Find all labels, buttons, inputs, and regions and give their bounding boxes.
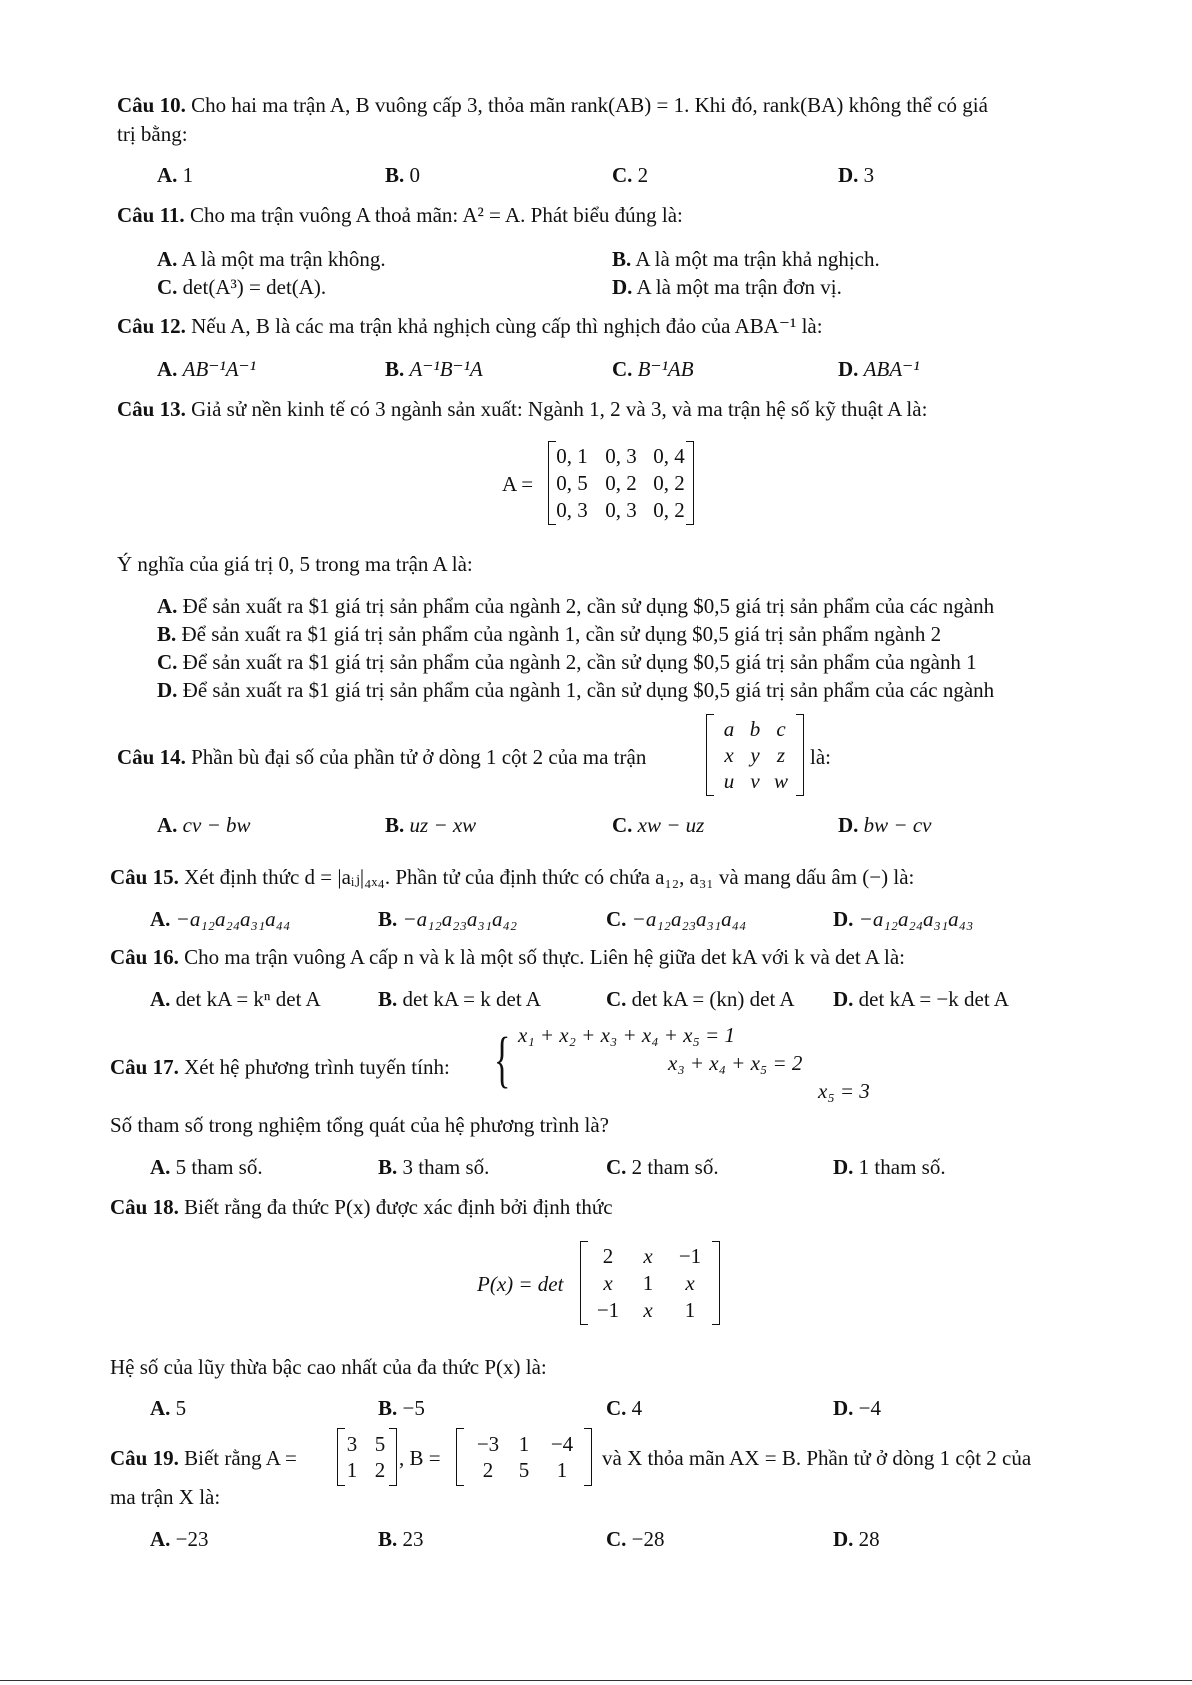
q17-option-b[interactable]: B. 3 tham số.: [378, 1155, 490, 1179]
q10-text-cont: trị bằng:: [117, 122, 188, 146]
q16-option-b[interactable]: B. det kA = k det A: [378, 987, 541, 1011]
q17-system-brace: {: [494, 1026, 511, 1094]
q19-matrix-a: 3 5 1 2: [337, 1428, 397, 1486]
q17-option-c[interactable]: C. 2 tham số.: [606, 1155, 719, 1179]
q14-matrix: a b c x y z u v w: [706, 714, 804, 796]
page-bottom-divider: [0, 1680, 1192, 1681]
q16-text: Câu 16. Cho ma trận vuông A cấp n và k là một số thực. Liên hệ giữa det kA với k và det A là:: [110, 945, 906, 969]
q14-suffix: là:: [810, 745, 831, 769]
q15-option-d[interactable]: D. −a₁₂a₂₄a₃₁a₄₃: [833, 907, 974, 931]
q19-text: Câu 19. Biết rằng A =: [110, 1446, 297, 1470]
q17-eq-1: x₁ + x₂ + x₃ + x₄ + x₅ = 1: [518, 1023, 735, 1047]
q17-text: Câu 17. Xét hệ phương trình tuyến tính:: [110, 1055, 450, 1079]
q16-option-c[interactable]: C. det kA = (kn) det A: [606, 987, 795, 1011]
q19-mid: , B =: [399, 1446, 441, 1470]
q10-text: Câu 10. Cho hai ma trận A, B vuông cấp 3, thỏa mãn rank(AB) = 1. Khi đó, rank(BA) không thể có giá: [117, 93, 988, 117]
q13-option-c[interactable]: C. Để sản xuất ra $1 giá trị sản phẩm của ngành 2, cần sử dụng $0,5 giá trị sản phẩm của ngành 1: [157, 650, 977, 674]
q10-option-c[interactable]: C. 2: [612, 163, 649, 187]
q15-option-c[interactable]: C. −a₁₂a₂₃a₃₁a₄₄: [606, 907, 747, 931]
q18-question: Hệ số của lũy thừa bậc cao nhất của đa thức P(x) là:: [110, 1355, 547, 1379]
q11-text: Câu 11. Cho ma trận vuông A thoả mãn: A² = A. Phát biểu đúng là:: [117, 203, 683, 227]
q18-lhs: P(x) = det: [477, 1272, 564, 1296]
q15-option-b[interactable]: B. −a₁₂a₂₃a₃₁a₄₂: [378, 907, 518, 931]
q10-option-a[interactable]: A. 1: [157, 163, 194, 187]
q17-option-d[interactable]: D. 1 tham số.: [833, 1155, 946, 1179]
q10-option-d[interactable]: D. 3: [838, 163, 875, 187]
q19-option-a[interactable]: A. −23: [150, 1527, 209, 1551]
q19-option-b[interactable]: B. 23: [378, 1527, 424, 1551]
q11-option-d[interactable]: D. A là một ma trận đơn vị.: [612, 275, 842, 299]
q17-eq-2: x₃ + x₄ + x₅ = 2: [668, 1051, 803, 1075]
q14-option-b[interactable]: B. uz − xw: [385, 813, 477, 837]
q15-text: Câu 15. Xét định thức d = |aᵢⱼ|₄ₓ₄. Phần tử của định thức có chứa a₁₂, a₃₁ và mang dấu âm (−) là:: [110, 865, 915, 889]
q14-option-d[interactable]: D. bw − cv: [838, 813, 932, 837]
q17-eq-3: x₅ = 3: [818, 1079, 870, 1103]
q18-option-c[interactable]: C. 4: [606, 1396, 643, 1420]
q11-option-a[interactable]: A. A là một ma trận không.: [157, 247, 386, 271]
q19-text-3: ma trận X là:: [110, 1485, 221, 1509]
q19-matrix-b: −3 1 −4 2 5 1: [456, 1428, 592, 1486]
q10-option-b[interactable]: B. 0: [385, 163, 421, 187]
q12-option-b[interactable]: B. A⁻¹B⁻¹A: [385, 357, 483, 381]
q17-option-a[interactable]: A. 5 tham số.: [150, 1155, 263, 1179]
q12-option-d[interactable]: D. ABA⁻¹: [838, 357, 920, 381]
q19-option-d[interactable]: D. 28: [833, 1527, 880, 1551]
q13-option-a[interactable]: A. Để sản xuất ra $1 giá trị sản phẩm của ngành 2, cần sử dụng $0,5 giá trị sản phẩm của các ngành: [157, 594, 995, 618]
q18-option-d[interactable]: D. −4: [833, 1396, 882, 1420]
q11-option-c[interactable]: C. det(A³) = det(A).: [157, 275, 327, 299]
q13-option-d[interactable]: D. Để sản xuất ra $1 giá trị sản phẩm của ngành 1, cần sử dụng $0,5 giá trị sản phẩm của các ngành: [157, 678, 995, 702]
q12-option-a[interactable]: A. AB⁻¹A⁻¹: [157, 357, 256, 381]
q18-option-a[interactable]: A. 5: [150, 1396, 187, 1420]
q14-option-c[interactable]: C. xw − uz: [612, 813, 705, 837]
q13-option-b[interactable]: B. Để sản xuất ra $1 giá trị sản phẩm của ngành 1, cần sử dụng $0,5 giá trị sản phẩm ngành 2: [157, 622, 942, 646]
q14-text: Câu 14. Phần bù đại số của phần tử ở dòng 1 cột 2 của ma trận: [117, 745, 647, 769]
q16-option-a[interactable]: A. det kA = kⁿ det A: [150, 987, 321, 1011]
q13-question: Ý nghĩa của giá trị 0, 5 trong ma trận A là:: [117, 552, 473, 576]
q17-question: Số tham số trong nghiệm tổng quát của hệ phương trình là?: [110, 1113, 609, 1137]
q18-matrix: 2 x −1 x 1 x −1 x 1: [580, 1241, 720, 1325]
q14-option-a[interactable]: A. cv − bw: [157, 813, 251, 837]
q11-option-b[interactable]: B. A là một ma trận khả nghịch.: [612, 247, 880, 271]
q19-option-c[interactable]: C. −28: [606, 1527, 665, 1551]
q16-option-d[interactable]: D. det kA = −k det A: [833, 987, 1009, 1011]
q13-text: Câu 13. Giả sử nền kinh tế có 3 ngành sản xuất: Ngành 1, 2 và 3, và ma trận hệ số kỹ thuật A là:: [117, 397, 928, 421]
q13-matrix-lhs: A =: [502, 472, 534, 496]
q13-matrix: 0, 1 0, 3 0, 4 0, 5 0, 2 0, 2 0, 3 0, 3 0, 2: [548, 441, 694, 525]
q18-text: Câu 18. Biết rằng đa thức P(x) được xác định bởi định thức: [110, 1195, 613, 1219]
q18-option-b[interactable]: B. −5: [378, 1396, 425, 1420]
q15-option-a[interactable]: A. −a₁₂a₂₄a₃₁a₄₄: [150, 907, 291, 931]
q12-option-c[interactable]: C. B⁻¹AB: [612, 357, 694, 381]
q19-text-2: và X thỏa mãn AX = B. Phần tử ở dòng 1 cột 2 của: [602, 1446, 1032, 1470]
q12-text: Câu 12. Nếu A, B là các ma trận khả nghịch cùng cấp thì nghịch đảo của ABA⁻¹ là:: [117, 314, 823, 338]
